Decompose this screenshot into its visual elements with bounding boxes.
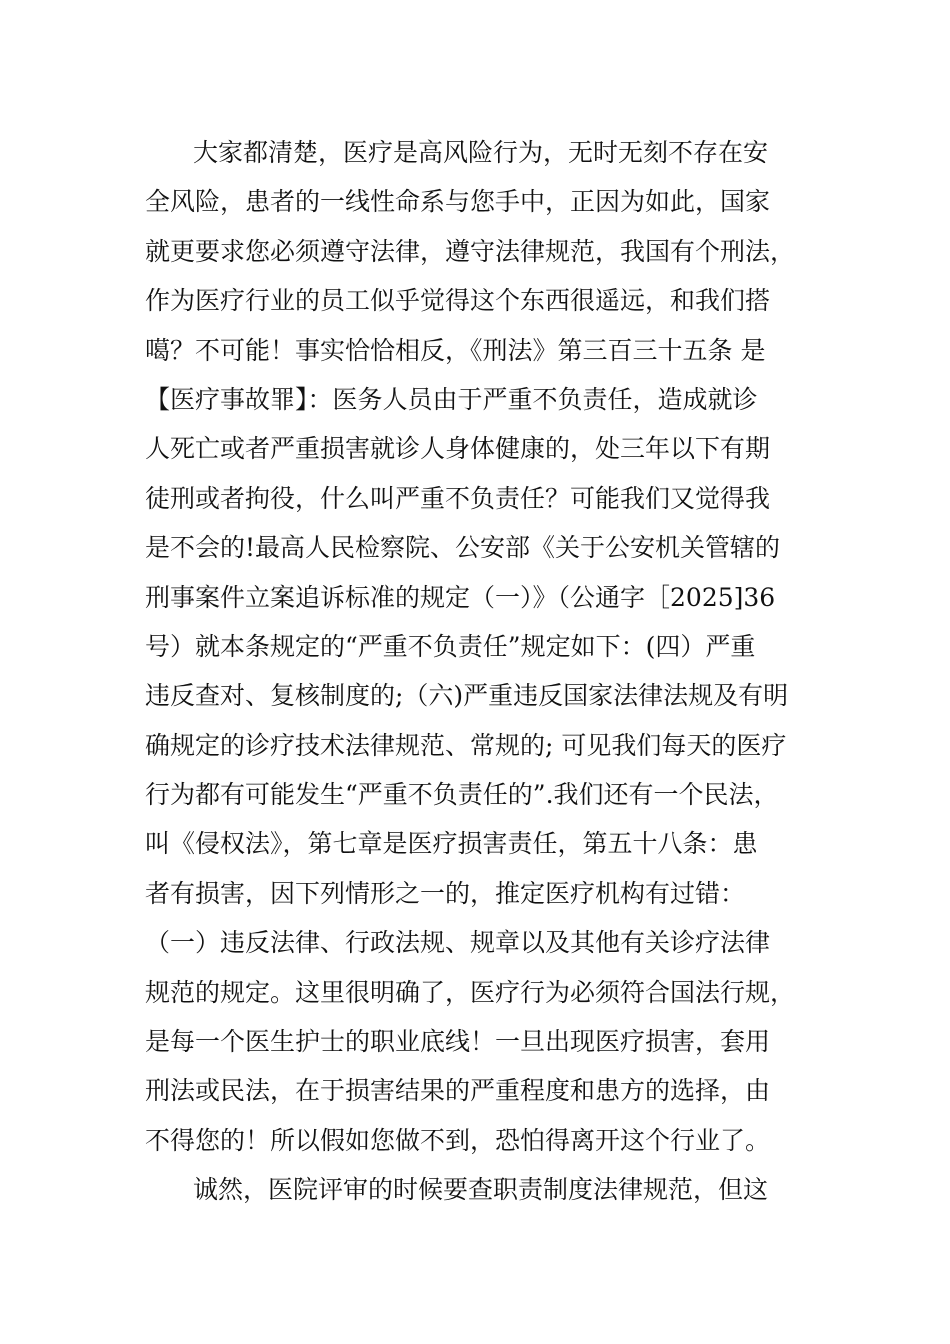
body-text <box>145 128 825 1215</box>
text-line: 者有损害，因下列情形之一的，推定医疗机构有过错： <box>145 878 746 908</box>
text-line: 全风险，患者的一线性命系与您手中，正因为如此，国家 <box>145 187 771 217</box>
text-line: 就更要求您必须遵守法律，遵守法律规范，我国有个刑法， <box>145 236 796 266</box>
paragraph <box>145 1165 825 1214</box>
text-line: 人死亡或者严重损害就诊人身体健康的，处三年以下有期 <box>145 434 771 464</box>
text-line: 作为医疗行业的员工似乎觉得这个东西很遥远，和我们搭 <box>145 286 771 316</box>
text-line: 行为都有可能发生“严重不负责任的”.我们还有一个民法， <box>145 780 779 810</box>
text-line: 是每一个医生护士的职业底线！一旦出现医疗损害，套用 <box>145 1027 771 1057</box>
text-line: 规范的规定。这里很明确了，医疗行为必须符合国法行规， <box>145 977 796 1007</box>
text-line: 大家都清楚，医疗是高风险行为，无时无刻不存在安 <box>193 138 769 167</box>
text-line: 噶？不可能！事实恰恰相反，《刑法》第三百三十五条 是 <box>145 335 766 365</box>
text-line: 刑法或民法，在于损害结果的严重程度和患方的选择，由 <box>145 1076 771 1106</box>
text-line: 叫《侵权法》，第七章是医疗损害责任，第五十八条：患 <box>145 829 758 859</box>
paragraph <box>145 128 825 1165</box>
text-line: （一）违反法律、行政法规、规章以及其他有关诊疗法律 <box>145 928 771 958</box>
text-line: 违反查对、复核制度的;（六)严重违反国家法律法规及有明 <box>145 681 789 711</box>
text-line: 徒刑或者拘役，什么叫严重不负责任？可能我们又觉得我 <box>145 483 771 513</box>
text-line: 号）就本条规定的“严重不负责任”规定如下：(四）严重 <box>145 631 756 661</box>
text-line: 确规定的诊疗技术法律规范、常规的; 可见我们每天的医疗 <box>145 730 787 760</box>
text-line: 诚然，医院评审的时候要查职责制度法律规范，但这 <box>193 1175 769 1205</box>
text-line: 刑事案件立案追诉标准的规定（一）》（公通字［2025]36 <box>145 582 776 612</box>
text-line: 不得您的！所以假如您做不到，恐怕得离开这个行业了。 <box>145 1125 771 1155</box>
text-line: 是不会的!最高人民检察院、公安部《关于公安机关管辖的 <box>145 533 781 563</box>
text-line: 【医疗事故罪】：医务人员由于严重不负责任，造成就诊 <box>145 384 758 414</box>
